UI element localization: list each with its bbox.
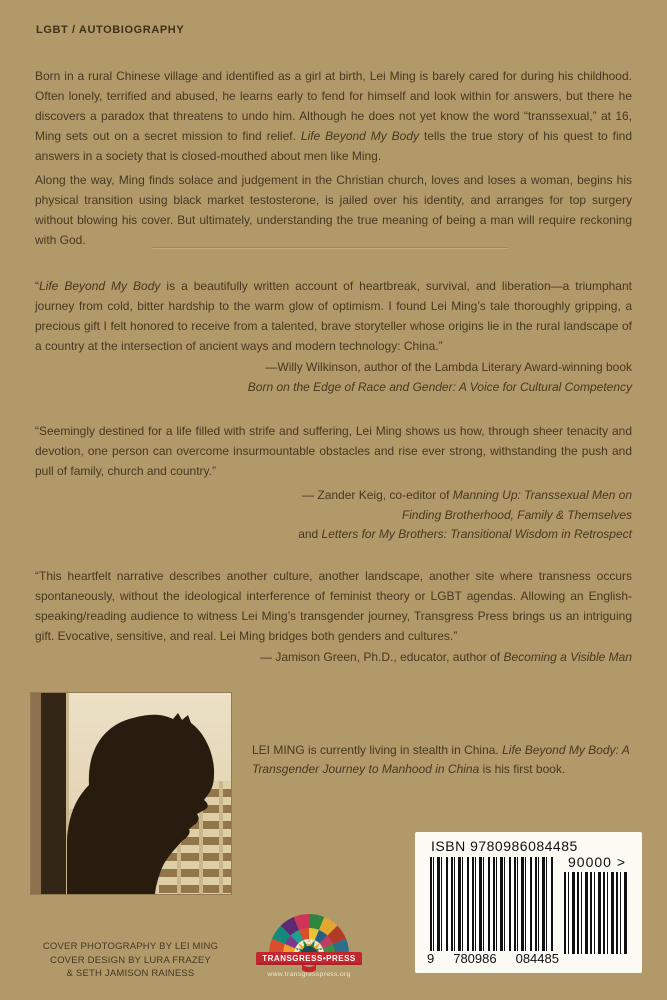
barcode-digit-group: 9 <box>427 951 435 966</box>
attribution-line: — Zander Keig, co-editor of Manning Up: Transsexual Men on <box>302 488 632 502</box>
price-code: 90000 > <box>568 854 626 870</box>
blurb-attribution-green <box>35 648 632 668</box>
barcode-bars-small <box>564 872 628 954</box>
blurb-attribution-wilkinson <box>35 358 632 397</box>
attribution-line: — Jamison Green, Ph.D., educator, author of Becoming a Visible Man <box>260 650 632 664</box>
barcode-digit-group: 780986 <box>453 951 497 966</box>
attribution-line: Born on the Edge of Race and Gender: A Voice for Cultural Competency <box>247 379 632 394</box>
isbn-barcode <box>415 832 642 973</box>
blurb-attribution-keig <box>35 486 632 545</box>
credits-line: COVER PHOTOGRAPHY BY LEI MING <box>42 941 219 952</box>
blurb-quote-keig: “Seemingly destined for a life filled with strife and suffering, Lei Ming shows us how, through sheer tenacity and devotion, one person can overcome insurmountable obstacles and rise ever strong, withstanding the push and pull of family, church and country.” <box>35 424 632 478</box>
isbn-label: ISBN 9780986084485 <box>431 838 578 854</box>
attribution-line: and Letters for My Brothers: Transitional Wisdom in Retrospect <box>298 527 632 541</box>
logo-fan-icon <box>256 901 362 981</box>
attribution-line: Finding Brotherhood, Family & Themselves <box>401 507 632 522</box>
attribution-line: —Willy Wilkinson, author of the Lambda Literary Award-winning book <box>265 360 632 374</box>
credits-line: & SETH JAMISON RAINESS <box>66 968 195 979</box>
author-bio: LEI MING is currently living in stealth in China. Life Beyond My Body: A Transgender Journey to Manhood in China is his first book. <box>252 743 630 776</box>
synopsis-paragraph-2: Along the way, Ming finds solace and judgement in the Christian church, loves and loses a woman, begins his physical transition using black market testosterone, is jailed over his identity, and arranges for top surgery without blowing his cover. But ultimately, understanding the true meaning of being a man will require reckoning with God. <box>35 173 632 247</box>
synopsis-paragraph-1: Born in a rural Chinese village and identified as a girl at birth, Lei Ming is barely cared for during his childhood. Often lonely, terrified and abused, he learns early to fend for himself and look within for answers, but there he discovers a paradox that threatens to undo him. Although he does not yet know the word “transsexual,” at 16, Ming sets out on a secret mission to find relief. Life Beyond My Body tells the true story of his quest to find answers in a society that is closed-mouthed about men like Ming. <box>35 69 632 163</box>
barcode-digit-group: 084485 <box>515 951 559 966</box>
credits-line: COVER DESIGN BY LURA FRAZEY <box>50 954 211 966</box>
logo-banner-text: TRANSGRESS•PRESS <box>262 954 356 963</box>
barcode-digits <box>425 951 561 966</box>
blurb-quote-green: “This heartfelt narrative describes another culture, another landscape, another site where transness occurs spontaneously, without the ideological interference of feminist theory or LGBT agendas. Allowing an English-speaking/reading audience to witness Lei Ming’s transgender journey, Transgress Press brings us an intriguing gift. Evocative, sensitive, and real. Lei Ming bridges both genders and cultures.” <box>35 569 632 643</box>
silhouette-image <box>31 693 231 894</box>
author-photo <box>31 693 231 894</box>
publisher-logo <box>256 901 362 981</box>
blurb-quote-wilkinson: “Life Beyond My Body is a beautifully written account of heartbreak, survival, and liberation—a triumphant journey from cold, bitter hardship to the warm glow of optimism. I found Lei Ming’s tale thoroughly gripping, a precious gift I felt honored to receive from a talented, brave storyteller whose origins lie in the rural landscape of a country at the intersection of ancient ways and modern technology: China.” <box>35 279 632 353</box>
logo-url: www.transgresspress.org <box>267 971 351 978</box>
section-divider <box>152 247 508 249</box>
credits-block <box>38 940 223 981</box>
barcode-bars-main <box>430 857 554 952</box>
category-label: LGBT / AUTOBIOGRAPHY <box>36 24 185 36</box>
